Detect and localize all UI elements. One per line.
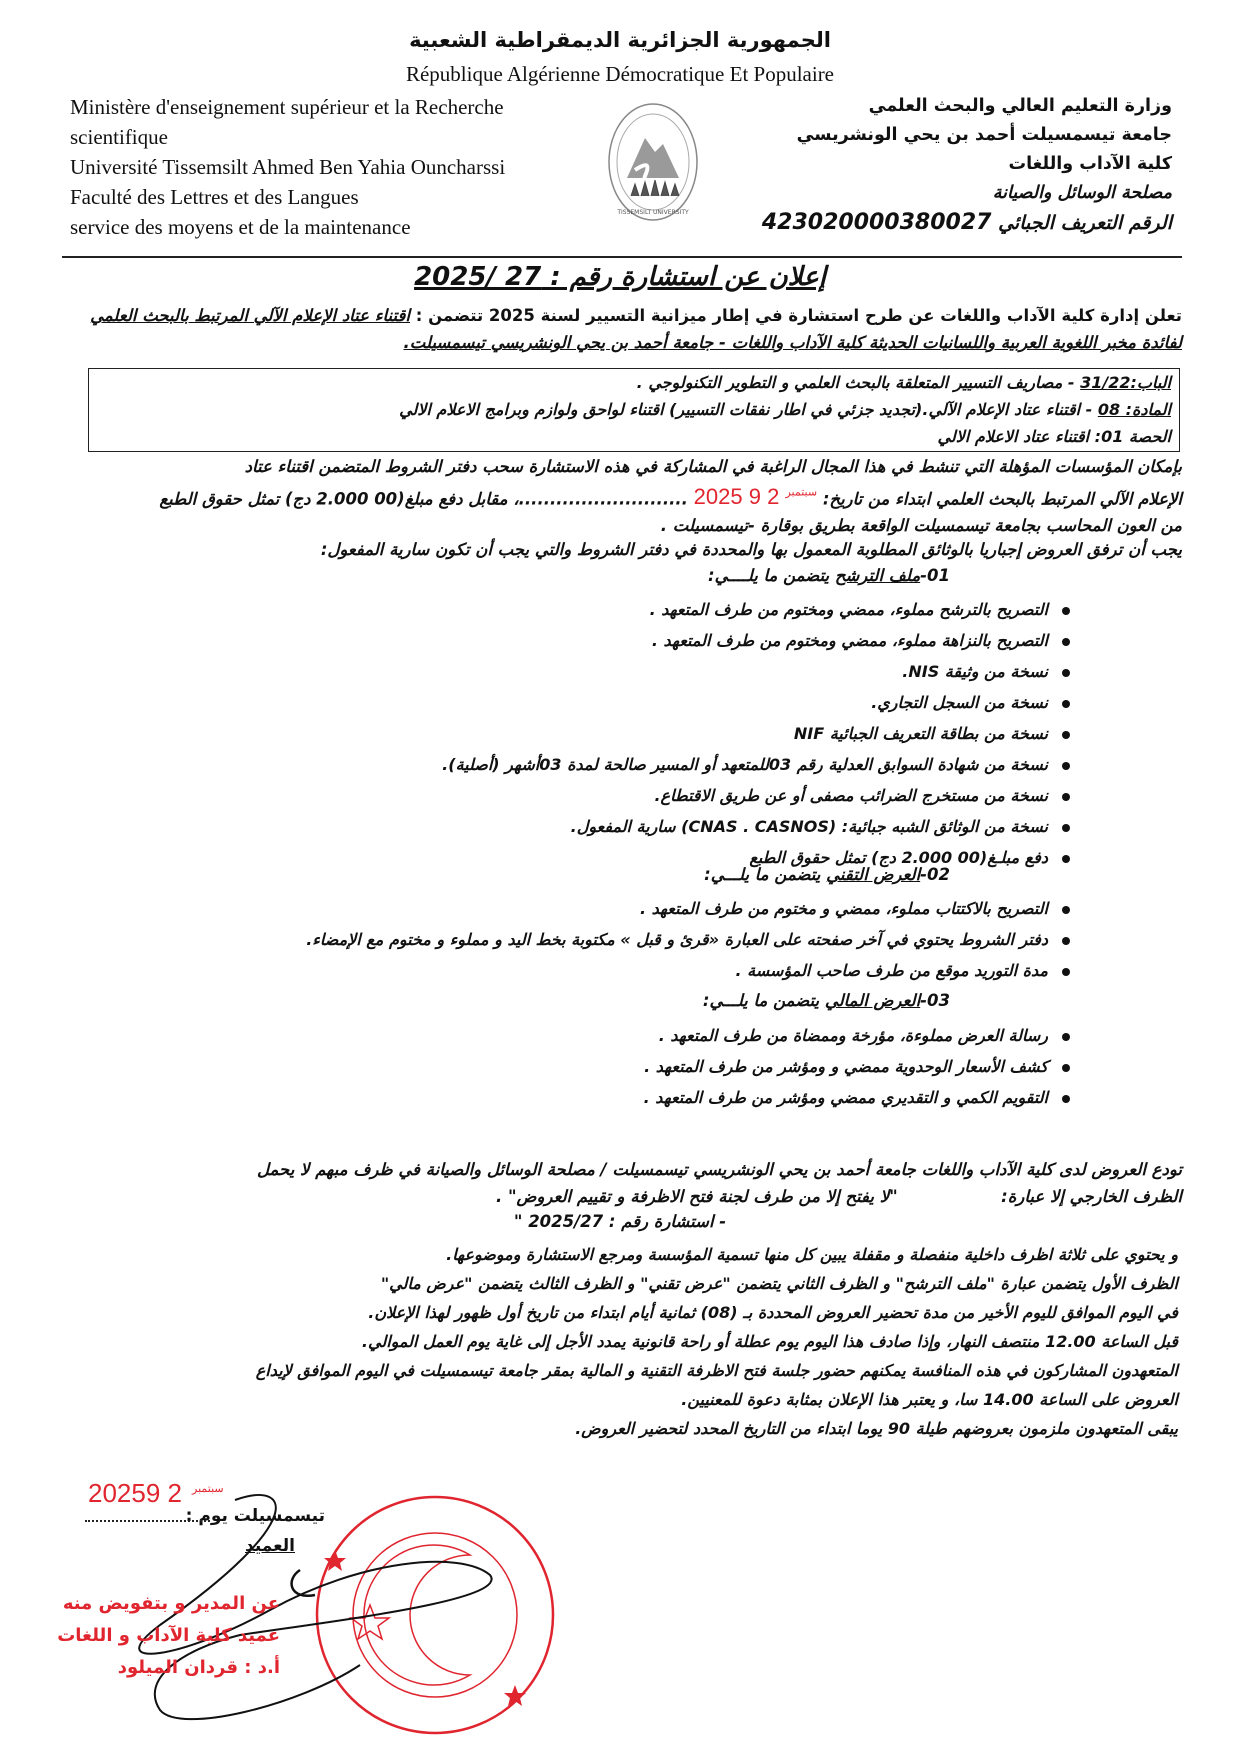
list-item: التصريح بالاكتتاب مملوء، ممضي و مختوم من طرف المتعهد . xyxy=(306,893,1070,924)
signature-date-stamp: 2025 $^{سبتمبر}$2 9 xyxy=(88,1478,224,1508)
eligibility-line-1: بإمكان المؤسسات المؤهلة التي تنشط في هذا المجال الراغبة في المشاركة في هذه الاستشارة سحب دفتر الشروط المتضمن اقتناء عتاد xyxy=(244,457,1182,476)
consultation-reference: - استشارة رقم : 2025/27 " xyxy=(513,1212,727,1231)
bullet-icon xyxy=(1062,855,1070,863)
article-text: - اقتناء عتاد الإعلام الآلي.(تجديد جزئي في اطار نفقات التسيير) اقتناء لواحق ولوازم وبرامج الاعلام الالي xyxy=(399,400,1098,419)
header-french-block xyxy=(70,92,610,242)
list-item: التصريح بالترشح مملوء، ممضي ومختوم من طرف المتعهد . xyxy=(442,594,1070,625)
chapter-label: الباب:31/22 xyxy=(1080,373,1171,392)
list-item: التقويم الكمي و التقديري ممضي ومؤشر من طرف المتعهد . xyxy=(644,1082,1070,1113)
eligibility-line-2: الإعلام الآلي المرتبط بالبحث العلمي ابتداء من تاريخ: 2025 $^{سبتمبر}$ 2 9 ...........................، مقابل دفع مبلغ(00 2.000 دج) تمثل حقوق الطبع xyxy=(159,484,1182,510)
bullet-icon xyxy=(1062,669,1070,677)
section-candidacy-heading: 01-ملف الترشح يتضمن ما يلــــي: xyxy=(708,566,950,585)
lot-label: الحصة 01 xyxy=(1101,427,1171,446)
financial-list xyxy=(644,1020,1070,1113)
stamp-line: عميد كلية الآداب و اللغات xyxy=(57,1625,280,1646)
candidacy-list xyxy=(442,594,1070,873)
list-item: رسالة العرض مملوءة، مؤرخة وممضاة من طرف المتعهد . xyxy=(644,1020,1070,1051)
list-item: نسخة من السجل التجاري. xyxy=(442,687,1070,718)
list-item: كشف الأسعار الوحدوية ممضي و ومؤشر من طرف المتعهد . xyxy=(644,1051,1070,1082)
eligibility-paragraph xyxy=(62,453,1182,539)
tax-id-number: 423020000380027 xyxy=(761,210,992,235)
closing-line: الظرف الأول يتضمن عبارة "ملف الترشح" و الظرف الثاني يتضمن "عرض تقني" و الظرف الثالث يتضمن "عرض مالي" xyxy=(380,1274,1178,1293)
logo-caption: TISSEMSILT UNIVERSITY xyxy=(617,209,689,216)
chapter-text: - مصاريف التسيير المتعلقة بالبحث العلمي و التطوير التكنولوجي . xyxy=(636,373,1081,392)
bullet-icon xyxy=(1062,1033,1070,1041)
ministry-line-cont: scientifique xyxy=(70,125,168,149)
deposit-paragraph xyxy=(62,1156,1182,1210)
budget-box xyxy=(88,368,1180,452)
list-item: التصريح بالنزاهة مملوء، ممضي ومختوم من طرف المتعهد . xyxy=(442,625,1070,656)
bullet-icon xyxy=(1062,968,1070,976)
closing-paragraph xyxy=(118,1240,1178,1443)
deposit-line-1: تودع العروض لدى كلية الآداب واللغات جامعة أحمد بن يحي الونشريسي تيسمسيلت / مصلحة الوسائل والصيانة في ظرف مبهم لا يحمل xyxy=(257,1160,1182,1179)
ministry-line: Ministère d'enseignement supérieur et la Recherche xyxy=(70,95,504,119)
announcement-title: إعلان عن استشارة رقم : 27 /2025 xyxy=(414,262,826,292)
date-stamp: 2025 $^{سبتمبر}$ 2 9 xyxy=(693,484,818,510)
closing-line: يبقى المتعهدون ملزمون بعروضهم طيلة 90 يوما ابتداء من التاريخ المحدد لتحضير العروض. xyxy=(575,1419,1178,1438)
closing-line: قبل الساعة 12.00 منتصف النهار، وإذا صادف هذا اليوم يوم عطلة أو راحة قانونية يمدد الأجل إلى غاية يوم العمل الموالي. xyxy=(361,1332,1178,1351)
bullet-icon xyxy=(1062,638,1070,646)
list-item: دفع مبلـغ(00 2.000 دج) تمثل حقوق الطبع xyxy=(442,842,1070,873)
bullet-icon xyxy=(1062,700,1070,708)
tax-id-label: الرقم التعريف الجبائي xyxy=(998,212,1172,234)
faculty-ar-line: كلية الآداب واللغات xyxy=(1008,154,1172,174)
bullet-icon xyxy=(1062,937,1070,945)
section-financial-heading: 03-العرض المالي يتضمن ما يلـــي: xyxy=(702,991,950,1010)
section-technical-heading: 02-العرض التقني يتضمن ما يلـــي: xyxy=(704,865,950,884)
closing-line: المتعهدون المشاركون في هذه المنافسة يمكنهم حضور جلسة فتح الاظرفة التقنية و المالية بمقر جامعة تيسمسيلت في اليوم الموافق لإيداع xyxy=(255,1361,1178,1380)
signatory-stamp-text xyxy=(50,1588,280,1684)
signature-block xyxy=(40,1460,640,1740)
bullet-icon xyxy=(1062,1064,1070,1072)
bullet-icon xyxy=(1062,731,1070,739)
tax-id-line xyxy=(672,208,1172,238)
service-ar-line: مصلحة الوسائل والصيانة xyxy=(992,183,1172,203)
signature-title: العميد xyxy=(245,1536,295,1556)
republic-french-title: République Algérienne Démocratique Et Populaire xyxy=(405,62,835,86)
signature-date-dots xyxy=(85,1520,210,1522)
closing-line: في اليوم الموافق لليوم الأخير من مدة تحضير العروض المحددة بـ (08) ثمانية أيام ابتداء من تاريخ أول ظهور لهذا الإعلان. xyxy=(368,1303,1178,1322)
university-line: Université Tissemsilt Ahmed Ben Yahia Ouncharssi xyxy=(70,155,506,179)
republic-arabic-title: الجمهورية الجزائرية الديمقراطية الشعبية xyxy=(409,28,831,52)
list-item: نسخة من الوثائق الشبه جبائية: (CNAS . CASNOS) سارية المفعول. xyxy=(442,811,1070,842)
stamp-line: أ.د : قردان الميلود xyxy=(117,1657,280,1678)
requirements-intro: يجب أن ترفق العروض إجباريا بالوثائق المطلوبة المعمول بها والمحددة في دفتر الشروط والتي يجب أن تكون سارية المفعول: xyxy=(320,540,1182,559)
list-item: نسخة من بطاقة التعريف الجبائية NIF xyxy=(442,718,1070,749)
bullet-icon xyxy=(1062,906,1070,914)
bullet-icon xyxy=(1062,607,1070,615)
list-item: نسخة من وثيقة NIS. xyxy=(442,656,1070,687)
bullet-icon xyxy=(1062,1095,1070,1103)
list-item: مدة التوريد موقع من طرف صاحب المؤسسة . xyxy=(306,955,1070,986)
bullet-icon xyxy=(1062,824,1070,832)
deposit-line-2: الظرف الخارجي إلا عبارة: "لا يفتح إلا من طرف لجنة فتح الاظرفة و تقييم العروض" . xyxy=(495,1187,1182,1206)
bullet-icon xyxy=(1062,762,1070,770)
ministry-ar-line: وزارة التعليم العالي والبحث العلمي xyxy=(868,96,1172,116)
university-ar-line: جامعة تيسمسيلت أحمد بن يحي الونشريسي xyxy=(796,125,1172,145)
bullet-icon xyxy=(1062,793,1070,801)
intro-subject: اقتناء عتاد الإعلام الآلي المرتبط بالبحث العلمي لفائدة مخبر اللغوية العربية واللسانيات الحديثة كلية الآداب واللغات - جامعة أحمد بن يحي الونشريسي تيسمسيلت. xyxy=(90,306,1182,352)
eligibility-line-3: من العون المحاسب بجامعة تيسمسيلت الواقعة بطريق بوقارة -تيسمسيلت . xyxy=(660,516,1182,536)
signature-place: تيسمسيلت يوم : xyxy=(185,1506,325,1526)
budget-chapter xyxy=(89,369,1179,396)
service-line: service des moyens et de la maintenance xyxy=(70,215,411,239)
list-item: نسخة من شهادة السوابق العدلية رقم 03للمتعهد أو المسير صالحة لمدة 03أشهر (أصلية). xyxy=(442,749,1070,780)
closing-line: و يحتوي على ثلاثة اظرف داخلية منفصلة و مقفلة يبين كل منها تسمية المؤسسة ومرجع الاستشارة وموضوعها. xyxy=(446,1245,1178,1264)
header-arabic-block xyxy=(672,92,1172,238)
header-divider xyxy=(62,256,1182,258)
intro-text: تعلن إدارة كلية الآداب واللغات عن طرح استشارة في إطار ميزانية التسيير لسنة 2025 تتضمن : xyxy=(409,306,1182,325)
technical-list xyxy=(306,893,1070,986)
budget-lot xyxy=(89,423,1179,450)
list-item: دفتر الشروط يحتوي في آخر صفحته على العبارة «قرئ و قبل » مكتوبة بخط اليد و مملوء و مختوم مع الإمضاء. xyxy=(306,924,1070,955)
budget-article xyxy=(89,396,1179,423)
article-label: المادة: 08 xyxy=(1097,400,1171,419)
lot-text: : اقتناء عتاد الاعلام الالي xyxy=(937,427,1102,446)
list-item: نسخة من مستخرج الضرائب مصفى أو عن طريق الاقتطاع. xyxy=(442,780,1070,811)
closing-line: العروض على الساعة 14.00 سا، و يعتبر هذا الإعلان بمثابة دعوة للمعنيين. xyxy=(681,1390,1178,1409)
stamp-line: عن المدير و بتفويض منه xyxy=(62,1593,280,1614)
faculty-line: Faculté des Lettres et des Langues xyxy=(70,185,359,209)
intro-paragraph xyxy=(62,302,1182,356)
